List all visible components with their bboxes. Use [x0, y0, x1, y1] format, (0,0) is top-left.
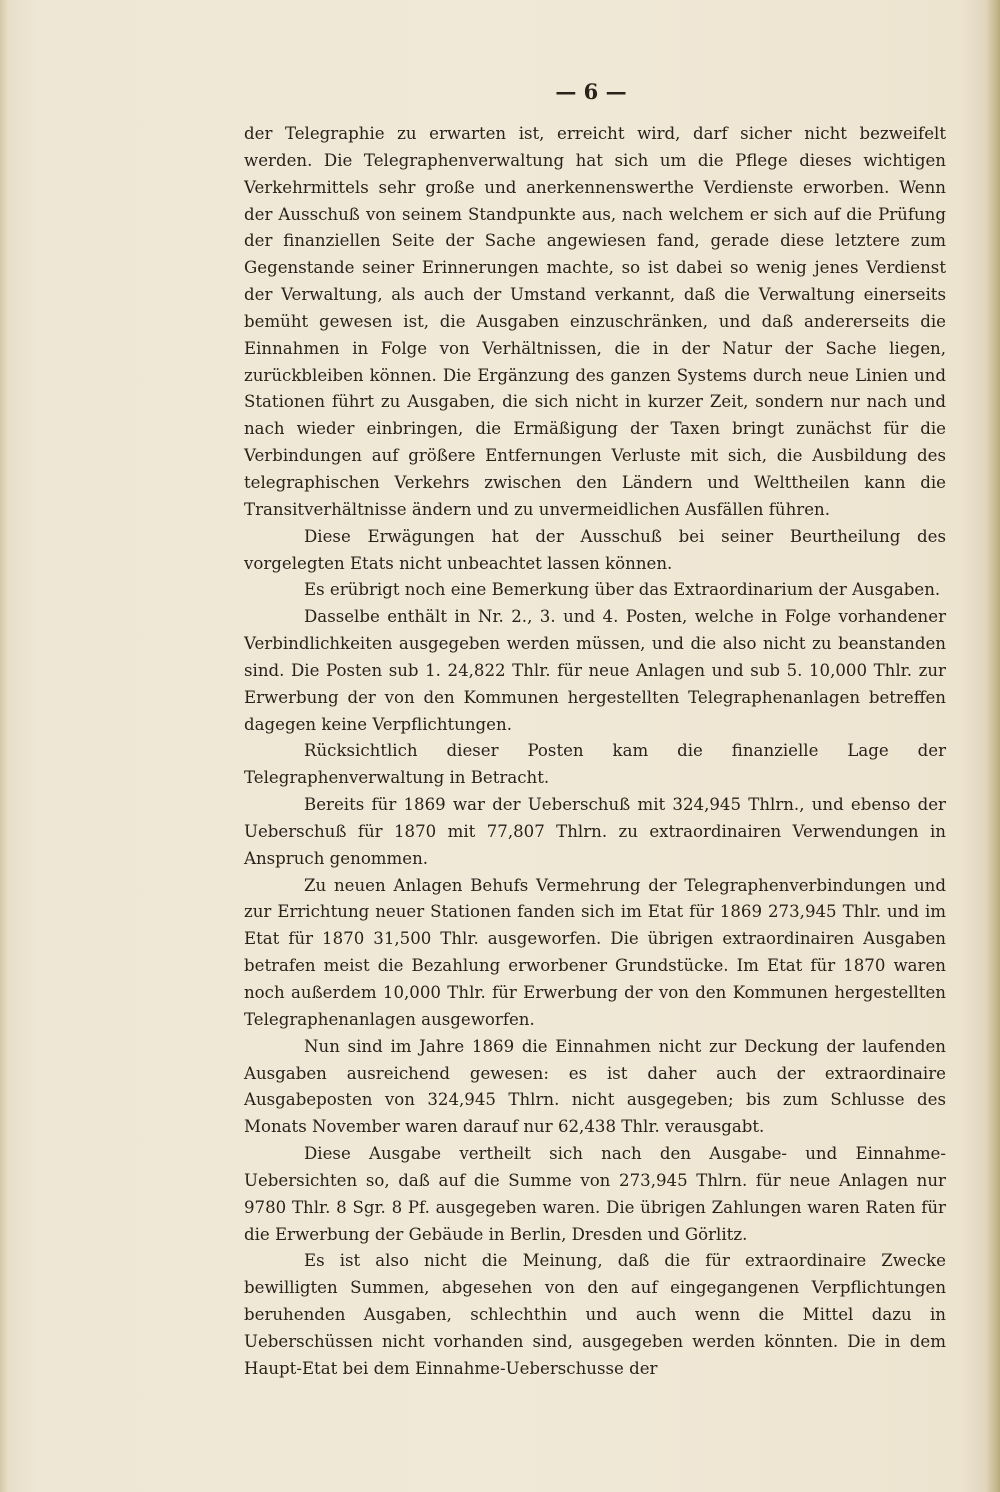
paragraph-3: Es erübrigt noch eine Bemerkung über das Extraordinarium der Ausgaben. — [304, 580, 941, 600]
body-text — [244, 121, 946, 1383]
paragraph-6: Bereits für 1869 war der Ueberschuß mit 324,945 Thlrn., und ebenso der Ueberschuß für 1870 mit 77,807 Thlrn. zu extraordinairen Verwendungen in Anspruch genommen. — [244, 795, 946, 868]
paragraph-7: Zu neuen Anlagen Behufs Vermehrung der Telegraphenverbindungen und zur Errichtung neuer Stationen fanden sich im Etat für 1869 273,945 Thlr. und im Etat für 1870 31,500 Thlr. ausgeworfen. Die übrigen extraordinairen Ausgaben betrafen meist die Bezahlung erworbener Grundstücke. Im Etat für 1870 waren noch außerdem 10,000 Thlr. für Erwerbung der von den Kommunen hergestellten Telegraphenanlagen ausgeworfen. — [244, 875, 946, 1029]
paragraph-1: der Telegraphie zu erwarten ist, erreicht wird, darf sicher nicht bezweifelt werden. Die Telegraphenverwaltung hat sich um die Pflege dieses wichtigen Verkehrmittels sehr große und anerkennenswerthe Verdienste erworben. Wenn der Ausschuß von seinem Standpunkte aus, nach welchem er sich auf die Prüfung der finanziellen Seite der Sache angewiesen fand, gerade diese letztere zum Gegenstande seiner Erinnerungen machte, so ist dabei so wenig jenes Verdienst der Verwaltung, als auch der Umstand verkannt, daß die Verwaltung einerseits bemüht gewesen ist, die Ausgaben einzuschränken, und daß andererseits die Einnahmen in Folge von Verhältnissen, die in der Natur der Sache liegen, zurückbleiben können. Die Ergänzung des ganzen Systems durch neue Linien und Stationen führt zu Ausgaben, die sich nicht in kurzer Zeit, sondern nur nach und nach wieder einbringen, die Ermäßigung der Taxen bringt zunächst für die Verbindungen auf größere Entfernungen Verluste mit sich, die Ausbildung des telegraphischen Verkehrs zwischen den Ländern und Welttheilen kann die Transitverhältnisse ändern und zu unvermeidlichen Ausfällen führen. — [244, 124, 946, 519]
page-left-edge-shadow — [0, 0, 8, 1492]
paragraph-10: Es ist also nicht die Meinung, daß die für extraordinaire Zwecke bewilligten Summen, abgesehen von den auf eingegangenen Verpflichtungen beruhenden Ausgaben, schlechthin und auch wenn die Mittel dazu in Ueberschüssen nicht vorhanden sind, ausgegeben werden könnten. Die in dem Haupt-Etat bei dem Einnahme-Ueberschusse der — [244, 1251, 946, 1378]
paragraph-9: Diese Ausgabe vertheilt sich nach den Ausgabe- und Einnahme-Uebersichten so, daß auf die Summe von 273,945 Thlrn. für neue Anlagen nur 9780 Thlr. 8 Sgr. 8 Pf. ausgegeben waren. Die übrigen Zahlungen waren Raten für die Erwerbung der Gebäude in Berlin, Dresden und Görlitz. — [244, 1144, 946, 1244]
paragraph-2: Diese Erwägungen hat der Ausschuß bei seiner Beurtheilung des vorgelegten Etats nicht unbeachtet lassen können. — [244, 526, 946, 573]
paragraph-5: Rücksichtlich dieser Posten kam die finanzielle Lage der Telegraphenverwaltung in Betracht. — [244, 741, 946, 788]
page-number: — 6 — — [555, 79, 627, 104]
paragraph-4: Dasselbe enthält in Nr. 2., 3. und 4. Posten, welche in Folge vorhandener Verbindlichkeiten ausgegeben werden müssen, und die also nicht zu beanstanden sind. Die Posten sub 1. 24,822 Thlr. für neue Anlagen und sub 5. 10,000 Thlr. zur Erwerbung der von den Kommunen hergestellten Telegraphenanlagen betreffen dagegen keine Verpflichtungen. — [244, 607, 946, 734]
page-right-edge-shadow — [986, 0, 1000, 1492]
paragraph-8: Nun sind im Jahre 1869 die Einnahmen nicht zur Deckung der laufenden Ausgaben ausreichend gewesen: es ist daher auch der extraordinaire Ausgabeposten von 324,945 Thlrn. nicht ausgegeben; bis zum Schlusse des Monats November waren darauf nur 62,438 Thlr. verausgabt. — [244, 1036, 946, 1137]
